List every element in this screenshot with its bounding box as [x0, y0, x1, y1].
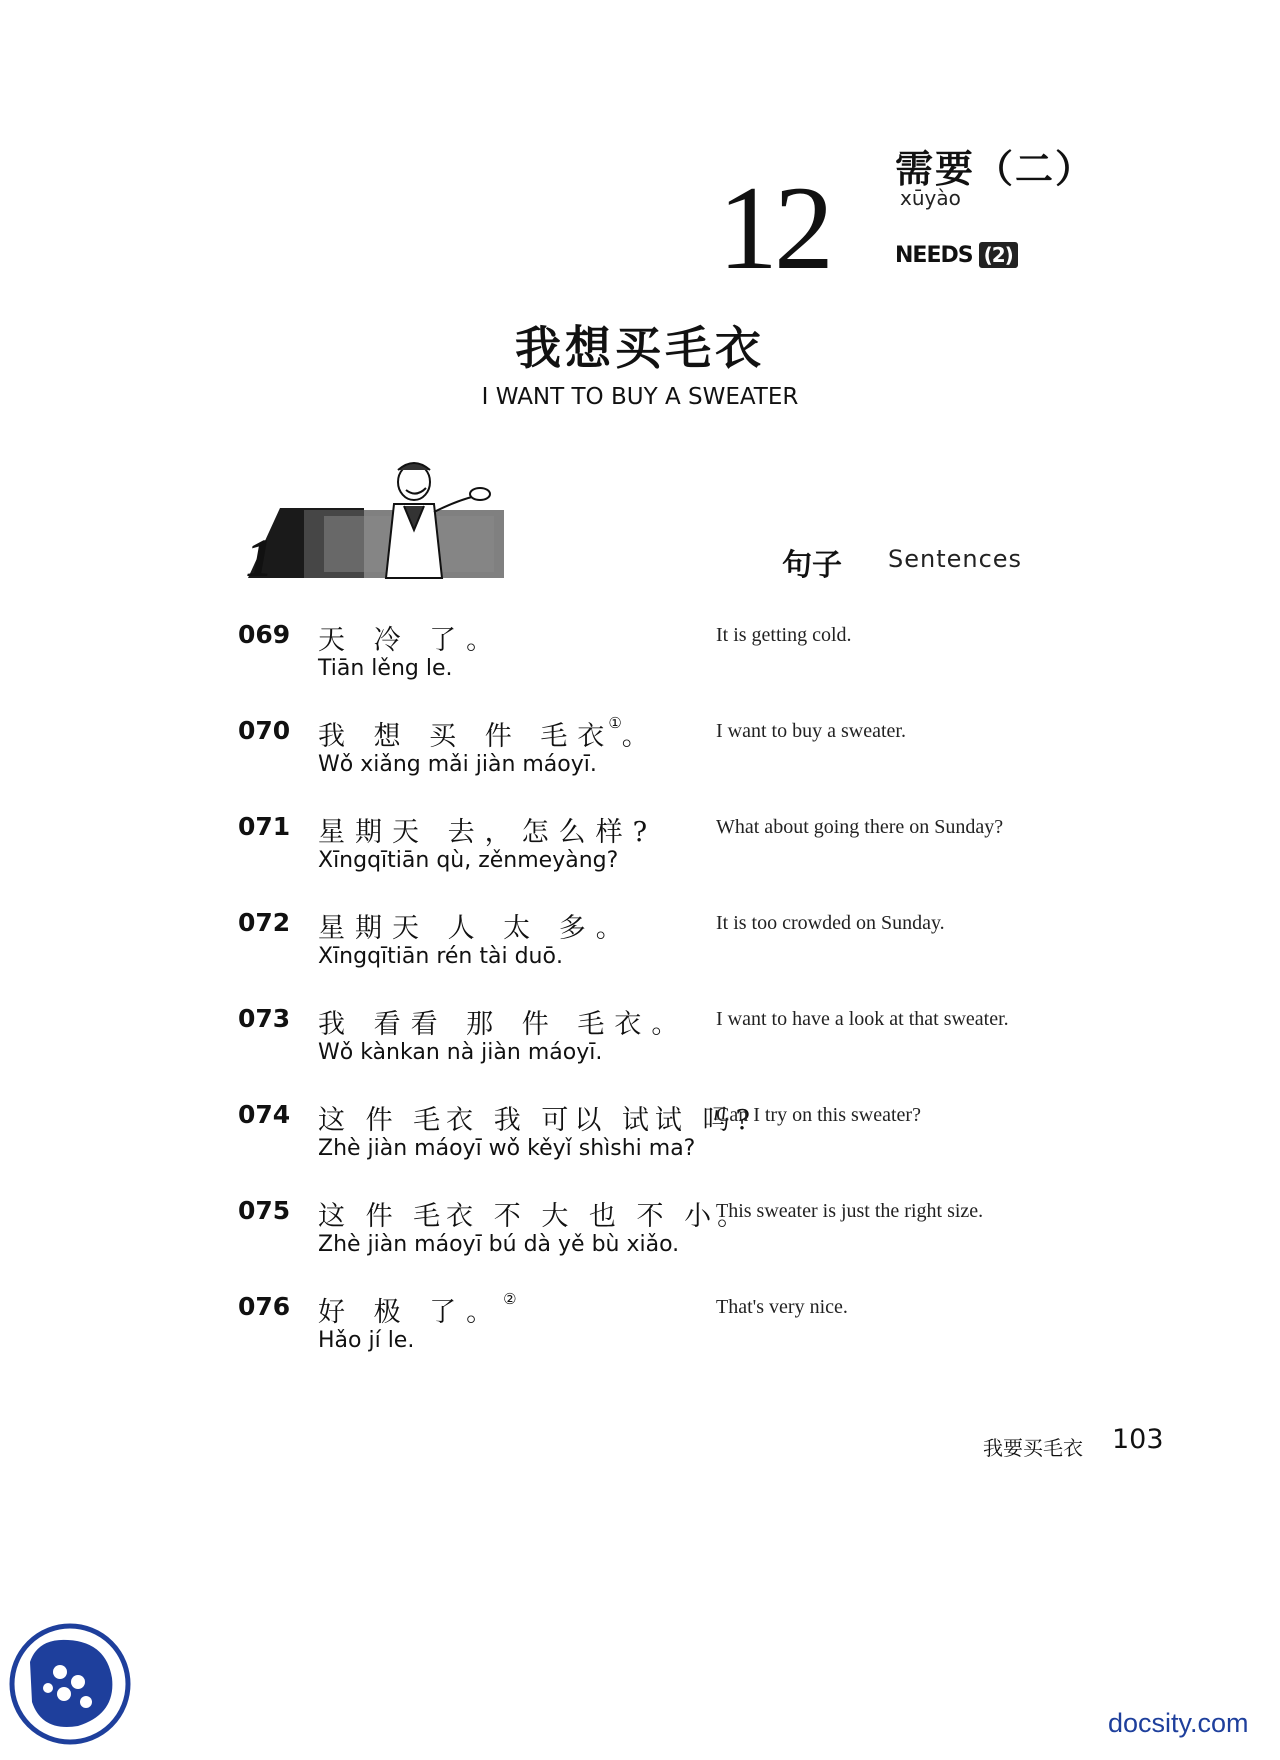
docsity-brand-link[interactable]: docsity.com [1108, 1708, 1249, 1738]
footnote-marker: ② [503, 1290, 517, 1308]
sentence-number: 069 [238, 620, 291, 649]
sentence-chinese: 这 件 毛衣 我 可以 试试 吗? [318, 1105, 756, 1136]
sentence-row [0, 714, 1280, 794]
sentence-number: 075 [238, 1196, 291, 1225]
running-title: 我要买毛衣 [983, 1436, 1083, 1460]
section-illustration [244, 460, 504, 580]
sentence-pinyin: Hǎo jí le. [318, 1328, 415, 1353]
sentence-chinese [318, 1290, 517, 1329]
sentence-english: That's very nice. [716, 1296, 848, 1318]
sentence-row [0, 1002, 1280, 1082]
section-title-en: Sentences [888, 545, 1023, 573]
sentence-chinese: 这 件 毛衣 不 大 也 不 小。 [318, 1201, 751, 1232]
topic-title-pinyin: xūyào [900, 186, 961, 210]
sentence-row [0, 1290, 1280, 1370]
sentence-english: I want to have a look at that sweater. [716, 1008, 1009, 1030]
sentence-pinyin: Xīngqītiān rén tài duō. [318, 944, 563, 969]
sentence-pinyin: Xīngqītiān qù, zěnmeyàng? [318, 848, 619, 873]
sentence-pinyin: Zhè jiàn máoyī bú dà yě bù xiǎo. [318, 1232, 680, 1257]
sentence-row [0, 906, 1280, 986]
topic-number-badge: (2) [979, 242, 1018, 268]
sentence-pinyin: Wǒ xiǎng mǎi jiàn máoyī. [318, 752, 597, 777]
sentence-row [0, 1194, 1280, 1274]
sentence-pinyin: Wǒ kànkan nà jiàn máoyī. [318, 1040, 603, 1065]
topic-title-en-text: NEEDS [895, 242, 973, 268]
sentence-number: 071 [238, 812, 291, 841]
sentence-number: 073 [238, 1004, 291, 1033]
footnote-marker: ① [608, 714, 622, 732]
sentence-english: I want to buy a sweater. [716, 720, 906, 742]
topic-title-cn: 需要（二） [895, 147, 1096, 191]
sentence-english: What about going there on Sunday? [716, 816, 1004, 838]
topic-title-en [895, 242, 1018, 268]
sentence-chinese-tail: 。 [621, 721, 659, 752]
sentence-pinyin: Tiān lěng le. [318, 656, 453, 681]
sentence-english: It is too crowded on Sunday. [716, 912, 945, 934]
section-number: 1 [246, 528, 273, 580]
sentence-pinyin: Zhè jiàn máoyī wǒ kěyǐ shìshi ma? [318, 1136, 696, 1161]
sentence-english: It is getting cold. [716, 624, 852, 646]
sentence-chinese [318, 714, 659, 753]
sentence-number: 076 [238, 1292, 291, 1321]
sentence-row [0, 618, 1280, 698]
sentence-number: 070 [238, 716, 291, 745]
sentence-row [0, 1098, 1280, 1178]
docsity-logo-icon[interactable] [8, 1622, 132, 1746]
sentence-chinese: 天 冷 了。 [318, 625, 504, 656]
chapter-number: 12 [718, 161, 830, 294]
sentence-chinese-text: 好 极 了。 [318, 1297, 504, 1328]
page-number: 103 [1112, 1424, 1164, 1455]
sentence-chinese-text: 我 想 买 件 毛衣 [318, 721, 615, 752]
sentence-number: 074 [238, 1100, 291, 1129]
sentence-english: Can I try on this sweater? [716, 1104, 921, 1126]
lesson-title-cn: 我想买毛衣 [515, 321, 765, 375]
sentence-row [0, 810, 1280, 890]
sentence-chinese: 我 看看 那 件 毛衣。 [318, 1009, 689, 1040]
section-title-cn: 句子 [782, 548, 842, 583]
sentence-english: This sweater is just the right size. [716, 1200, 984, 1222]
sentence-chinese: 星期天 人 太 多。 [318, 913, 633, 944]
sentence-number: 072 [238, 908, 291, 937]
lesson-title-en: I WANT TO BUY A SWEATER [481, 384, 799, 410]
sentence-chinese: 星期天 去，怎么样? [318, 817, 658, 848]
